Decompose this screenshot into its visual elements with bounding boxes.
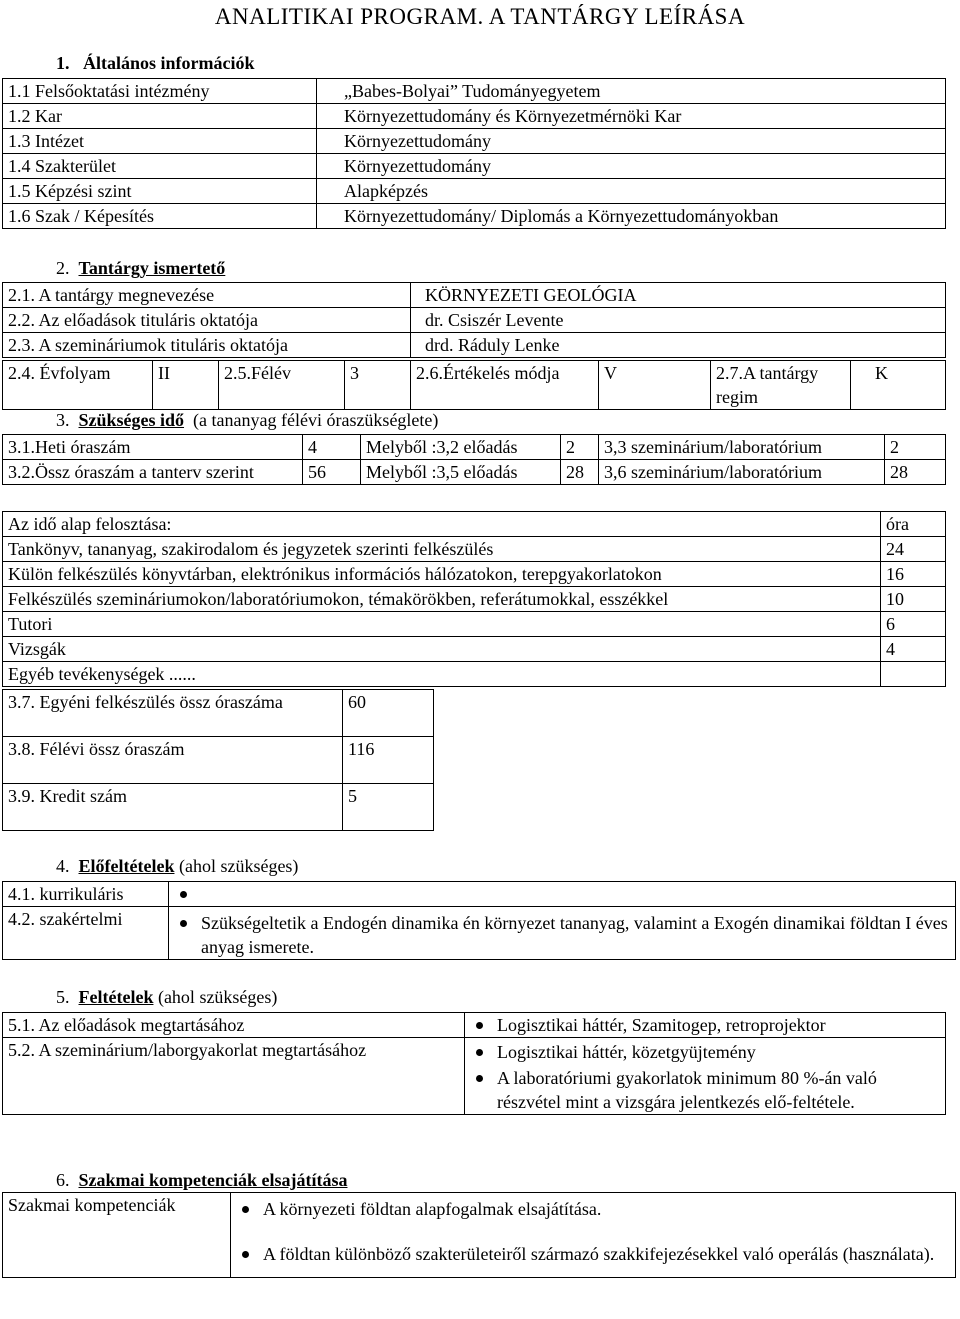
- prerequisites-table: [2, 881, 956, 960]
- table-row: 1.2 Kar Környezettudomány és Környezetmérnöki Kar: [3, 104, 946, 129]
- table-row: 3.2.Össz óraszám a tanterv szerint 56 Melyből :3,5 előadás 28 3,6 szeminárium/laboratórium 28: [3, 460, 946, 485]
- table-row: Egyéb tevékenységek ......: [3, 662, 946, 687]
- competencies-table: [2, 1192, 956, 1278]
- table-row: 1.6 Szak / Képesítés Környezettudomány/ Diplomás a Környezettudományokban: [3, 204, 946, 229]
- table-row: 3.9. Kredit szám 5: [3, 784, 434, 831]
- table-row: 4.2. szakértelmi Szükségeltetik a Endogén dinamika én környezet tananyag, valamint a Exogén dinamikai földtan I éves anyag ismerete.: [3, 907, 956, 960]
- totals-table: [2, 689, 434, 831]
- table-row: 1.3 Intézet Környezettudomány: [3, 129, 946, 154]
- table-row: Tankönyv, tananyag, szakirodalom és jegyzetek szerinti felkészülés 24: [3, 537, 946, 562]
- section-6-heading: 6. Szakmai kompetenciák elsajátítása: [56, 1170, 348, 1190]
- table-row: 2.1. A tantárgy megnevezése KÖRNYEZETI GEOLÓGIA: [3, 283, 946, 308]
- bullet-icon: [476, 1022, 483, 1029]
- table-row: Tutori 6: [3, 612, 946, 637]
- table-row: Szakmai kompetenciák A környezeti földtan alapfogalmak elsajátítása. A földtan különböző szakterületeiről származó szakkifejezésekkel való operálás (használata).: [3, 1193, 956, 1278]
- page-title: ANALITIKAI PROGRAM. A TANTÁRGY LEÍRÁSA: [214, 4, 746, 29]
- table-row: 5.1. Az előadások megtartásához Logisztikai háttér, Szamitogep, retroprojektor: [3, 1013, 946, 1038]
- table-row: Az idő alap felosztása: óra: [3, 512, 946, 537]
- table-row: 3.1.Heti óraszám 4 Melyből :3,2 előadás 2 3,3 szeminárium/laboratórium 2: [3, 435, 946, 460]
- bullet-icon: [476, 1075, 483, 1082]
- bullet-icon: [242, 1251, 249, 1258]
- section-4-heading: 4. Előfeltételek (ahol szükséges): [56, 856, 299, 876]
- bullet-icon: [180, 920, 187, 927]
- table-row: 4.1. kurrikuláris: [3, 882, 956, 907]
- conditions-table: [2, 1012, 946, 1115]
- table-row: 3.8. Félévi össz óraszám 116: [3, 737, 434, 784]
- section-5-heading: 5. Feltételek (ahol szükséges): [56, 987, 278, 1007]
- general-info-table: [2, 78, 946, 229]
- table-row: 3.7. Egyéni felkészülés össz óraszáma 60: [3, 690, 434, 737]
- bullet-icon: [476, 1049, 483, 1056]
- table-row: 1.5 Képzési szint Alapképzés: [3, 179, 946, 204]
- table-row: 2.4. Évfolyam II 2.5.Félév 3 2.6.Értékelés módja V 2.7.A tantárgy regim K: [3, 361, 946, 410]
- time-distribution-table: [2, 511, 946, 687]
- table-row: 2.2. Az előadások tituláris oktatója dr. Csiszér Levente: [3, 308, 946, 333]
- section-2-heading: 2. Tantárgy ismertető: [56, 258, 226, 278]
- table-row: 1.1 Felsőoktatási intézmény „Babes-Bolyai” Tudományegyetem: [3, 79, 946, 104]
- table-row: 2.3. A szemináriumok tituláris oktatója drd. Ráduly Lenke: [3, 333, 946, 358]
- subject-meta-table: [2, 360, 946, 410]
- bullet-icon: [242, 1206, 249, 1213]
- table-row: 1.4 Szakterület Környezettudomány: [3, 154, 946, 179]
- bullet-icon: [180, 891, 187, 898]
- table-row: Vizsgák 4: [3, 637, 946, 662]
- section-3-heading: 3. Szükséges idő (a tananyag félévi óraszükséglete): [56, 410, 439, 430]
- section-1-heading: 1. Általános információk: [56, 53, 255, 73]
- table-row: Felkészülés szemináriumokon/laboratóriumokon, témakörökben, referátumokkal, esszékkel 10: [3, 587, 946, 612]
- table-row: 5.2. A szeminárium/laborgyakorlat megtartásához Logisztikai háttér, közetgyüjtemény A laboratóriumi gyakorlatok minimum 80 %-án való részvétel mint a vizsgára jelentkezés elő-feltétele.: [3, 1038, 946, 1115]
- hours-table: [2, 434, 946, 485]
- table-row: Külön felkészülés könyvtárban, elektrónikus információs hálózatokon, terepgyakorlatokon 16: [3, 562, 946, 587]
- subject-info-table: [2, 282, 946, 358]
